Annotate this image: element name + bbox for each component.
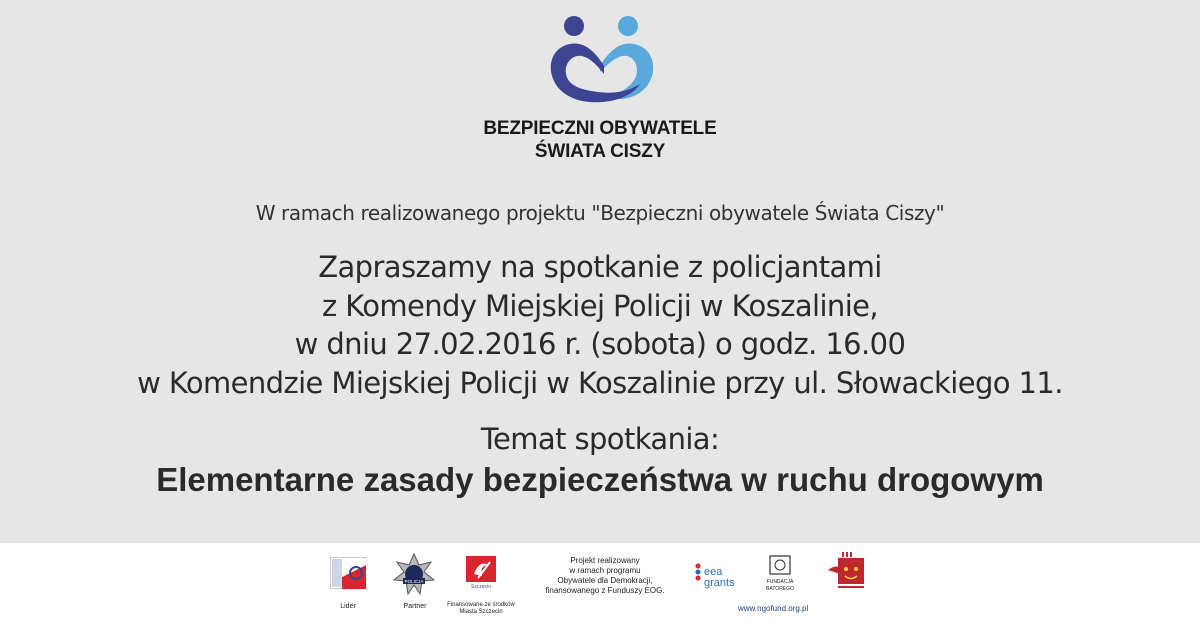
szczecin-logo [466,556,496,590]
invitation-line: Zapraszamy na spotkanie z policjantami [318,250,882,284]
batory-line1: FUNDACJA [766,579,794,585]
brand-title [400,117,800,163]
eea-word: eea [704,566,723,578]
project-line: finansowanego z Funduszy EOG. [545,586,665,595]
invitation-text [20,248,1180,402]
intro-text: W ramach realizowanego projektu "Bezpieczni obywatele Świata Ciszy" [255,201,945,225]
lider-logo [330,557,366,589]
invitation-line: w dniu 27.02.2016 r. (sobota) o godz. 16.00 [294,327,906,361]
invitation-line: z Komendy Miejskiej Policji w Koszalinie, [321,288,879,323]
project-line: Obywatele dla Demokracji, [557,576,653,585]
two-figures-infinity-icon [542,14,662,106]
police-star-icon [393,553,435,595]
project-info [520,556,690,596]
project-line: Projekt realizowany [570,556,640,565]
funding-caption-line: Miasta Szczecin [459,609,503,615]
eea-grants-logo [692,556,746,590]
brand-title-line1: BEZPIECZNI OBYWATELE [483,118,717,139]
topic-label: Temat spotkania: [480,422,720,456]
invitation-line: w Komendzie Miejskiej Policji w Koszalinie przy ul. Słowackiego 11. [137,365,1063,400]
batory-foundation-logo [765,555,797,593]
footer-url[interactable]: www.ngofund.org.pl [738,604,809,613]
szczecin-word: Szczecin [470,584,492,590]
partner-caption: Partner [403,603,427,610]
grants-word: grants [704,577,735,589]
police-word: POLICJA [404,579,424,584]
batory-line2: BATOREGO [766,586,794,592]
topic-title: Elementarne zasady bezpieczeństwa w ruchu drogowym [156,461,1044,498]
project-line: w ramach programu [569,566,641,575]
funding-caption-line: Finansowane ze środków [447,602,515,608]
red-emblem-logo [826,552,868,592]
brand-title-line2: ŚWIATA CISZY [534,141,666,162]
funding-caption [446,602,516,616]
lider-caption: Lider [340,603,356,610]
